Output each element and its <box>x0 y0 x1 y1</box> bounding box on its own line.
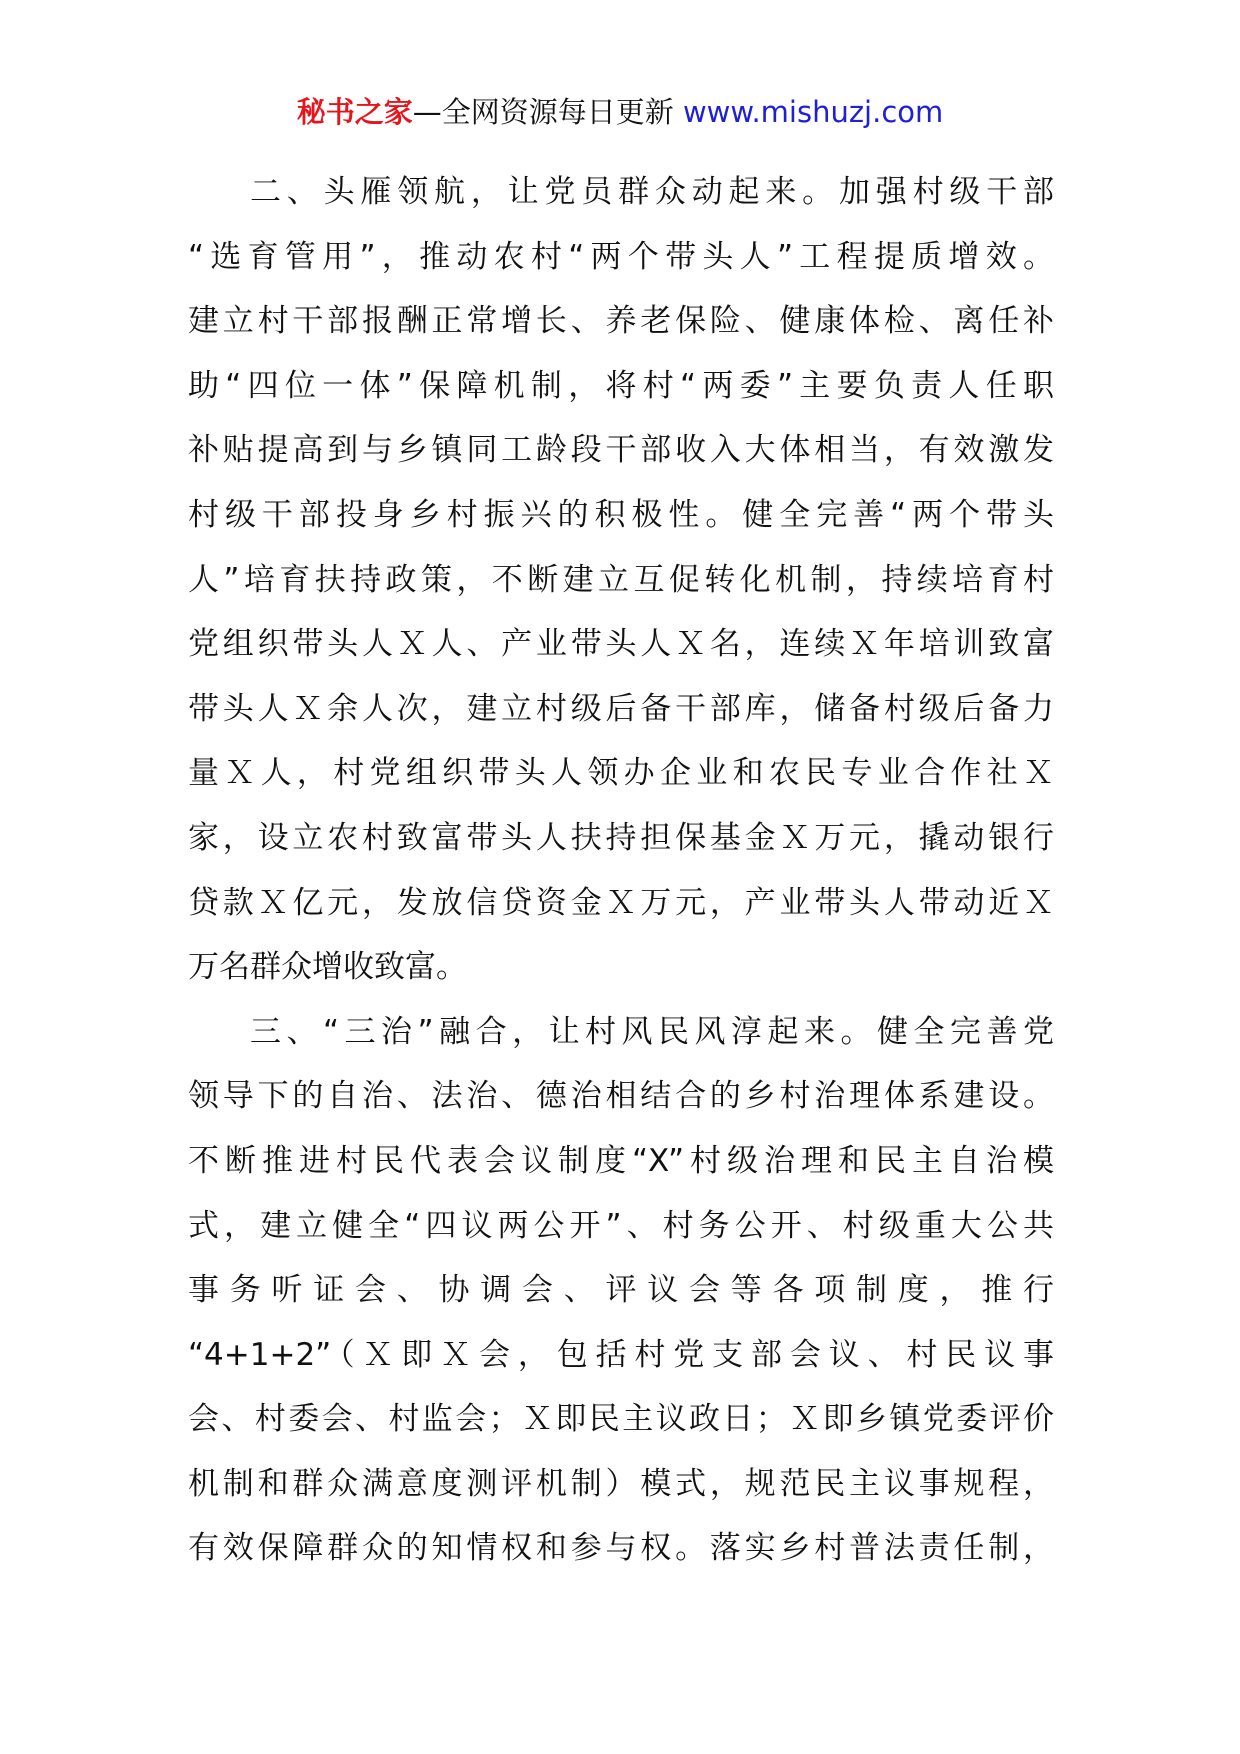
site-header <box>0 92 1240 132</box>
paragraph-line: 党组织带头人Ｘ人、产业带头人Ｘ名，连续Ｘ年培训致富 <box>188 626 1054 663</box>
paragraph-line: 式，建立健全“四议两公开”、村务公开、村级重大公共 <box>188 1207 1054 1244</box>
paragraph-line: 三、“三治”融合，让村风民风淳起来。健全完善党 <box>250 1013 1054 1050</box>
paragraph-governance <box>188 1000 1054 1581</box>
paragraph-leadership <box>188 160 1054 1000</box>
paragraph-line: “选育管用”，推动农村“两个带头人”工程提质增效。 <box>188 238 1054 275</box>
site-url-link[interactable]: www.mishuzj.com <box>682 95 944 129</box>
paragraph-line: 村级干部投身乡村振兴的积极性。健全完善“两个带头 <box>188 496 1054 533</box>
paragraph-line: 二、头雁领航，让党员群众动起来。加强村级干部 <box>250 174 1054 210</box>
brand-name: 秘书之家 <box>296 95 413 129</box>
paragraph-line: 建立村干部报酬正常增长、养老保险、健康体检、离任补 <box>188 303 1054 340</box>
paragraph-line: 贷款Ｘ亿元，发放信贷资金Ｘ万元，产业带头人带动近Ｘ <box>188 884 1054 921</box>
paragraph-line: 领导下的自治、法治、德治相结合的乡村治理体系建设。 <box>188 1078 1054 1115</box>
paragraph-line: 补贴提高到与乡镇同工龄段干部收入大体相当，有效激发 <box>188 432 1054 469</box>
paragraph-line: 有效保障群众的知情权和参与权。落实乡村普法责任制， <box>188 1530 1054 1567</box>
paragraph-line: 事务听证会、协调会、评议会等各项制度，推行 <box>188 1272 1054 1309</box>
paragraph-line: 量Ｘ人，村党组织带头人领办企业和农民专业合作社Ｘ <box>188 755 1054 792</box>
paragraph-line: “4+1+2”（Ｘ即Ｘ会，包括村党支部会议、村民议事 <box>188 1336 1054 1373</box>
paragraph-line: 万名群众增收致富。 <box>188 949 467 986</box>
paragraph-line: 带头人Ｘ余人次，建立村级后备干部库，储备村级后备力 <box>188 690 1054 727</box>
paragraph-line: 会、村委会、村监会；Ｘ即民主议政日；Ｘ即乡镇党委评价 <box>188 1401 1054 1438</box>
paragraph-line: 家，设立农村致富带头人扶持担保基金Ｘ万元，撬动银行 <box>188 819 1054 856</box>
paragraph-line: 不断推进村民代表会议制度“X”村级治理和民主自治模 <box>188 1142 1054 1179</box>
paragraph-line: 机制和群众满意度测评机制）模式，规范民主议事规程， <box>188 1465 1054 1502</box>
paragraph-line: 助“四位一体”保障机制，将村“两委”主要负责人任职 <box>188 367 1054 404</box>
paragraph-line: 人”培育扶持政策，不断建立互促转化机制，持续培育村 <box>188 561 1054 598</box>
site-slogan: —全网资源每日更新 <box>412 95 674 129</box>
document-body <box>188 160 1054 1581</box>
